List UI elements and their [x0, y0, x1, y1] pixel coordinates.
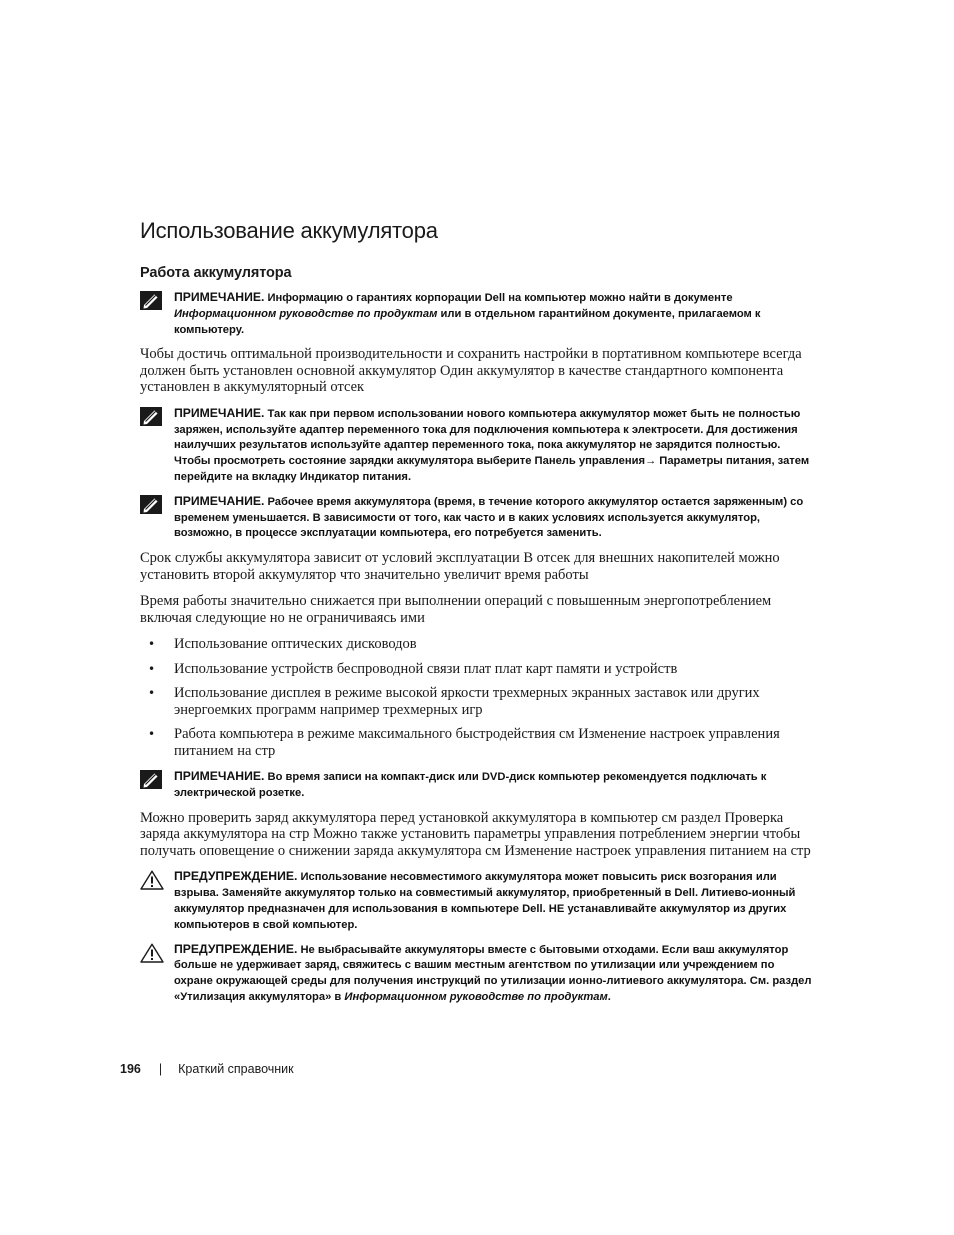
pencil-note-icon	[140, 290, 174, 315]
arrow-glyph: →	[645, 455, 657, 468]
pencil-note-icon	[140, 494, 174, 519]
warning-label: ПРЕДУПРЕЖДЕНИЕ.	[174, 869, 298, 884]
note-label: ПРИМЕЧАНИЕ.	[174, 405, 265, 420]
page-footer	[120, 1062, 294, 1076]
warning-2	[140, 942, 814, 1006]
warning-1	[140, 869, 814, 933]
warning-triangle-icon	[140, 942, 174, 968]
bullet-icon: •	[148, 661, 156, 676]
list-item: • Использование дисплея в режиме высокой яркости трехмерных экранных заставок или других энергоемких программ например трехмерных игр	[148, 685, 760, 718]
note-text: Во время записи на компакт-диск или DVD-диск компьютер рекомендуется подключать к электрической розетке.	[174, 771, 767, 800]
paragraph: Чобы достичь оптимальной производительности и сохранить настройки в портативном компьютере всегда должен быть установлен основной аккумулятор Один аккумулятор в качестве стандартного компонента установлен в аккумуляторный отсек	[140, 346, 802, 396]
note-label: ПРИМЕЧАНИЕ.	[174, 769, 265, 784]
warning-text: Использование несовместимого аккумулятора может повысить риск возгорания или взрыва. Заменяйте аккумулятор только на совместимый аккумулятор, приобретенный в Dell. Литиево-ионный аккумулятор предназначен для использования в компьютере Dell. НЕ устанавливайте аккумулятор из других компьютеров в свой компьютер.	[174, 871, 796, 931]
note-text: Параметры питания, затем перейдите на вкладку Индикатор питания.	[174, 455, 810, 484]
note-text: Рабочее время аккумулятора (время, в течение которого аккумулятор остается заряженным) со временем уменьшается. В зависимости от того, как часто и в каких условиях используется аккумулятор, возможно, в процессе эксплуатации компьютера, его потребуется заменить.	[174, 495, 804, 540]
warning-text-italic: Информационном руководстве по продуктам	[344, 990, 608, 1003]
pencil-note-icon	[140, 769, 174, 794]
page-number: 196	[120, 1062, 141, 1076]
warning-triangle-icon	[140, 869, 174, 895]
note-3	[140, 494, 814, 542]
note-2	[140, 406, 814, 486]
note-label: ПРИМЕЧАНИЕ.	[174, 290, 265, 304]
warning-label: ПРЕДУПРЕЖДЕНИЕ.	[174, 941, 298, 956]
list-item: • Работа компьютера в режиме максимального быстродействия см Изменение настроек управления питанием на стр	[148, 726, 780, 759]
bullet-icon: •	[148, 686, 156, 701]
note-4	[140, 769, 814, 802]
warning-text: .	[607, 990, 611, 1003]
paragraph: Время работы значительно снижается при выполнении операций с повышенным энергопотреблением включая следующие но не ограничиваясь ими	[140, 593, 772, 626]
section-title: Работа аккумулятора	[140, 265, 292, 281]
note-1	[140, 290, 814, 338]
list-item: • Использование оптических дисководов	[148, 636, 417, 653]
page-title: Использование аккумулятора	[140, 218, 438, 243]
footer-title: Краткий справочник	[178, 1062, 294, 1076]
paragraph: Срок службы аккумулятора зависит от условий эксплуатации В отсек для внешних накопителей можно установить второй аккумулятор что значительно увеличит время работы	[140, 550, 780, 583]
note-text: Информацию о гарантиях корпорации Dell на компьютер можно найти в документе	[267, 292, 733, 304]
note-label: ПРИМЕЧАНИЕ.	[174, 493, 265, 508]
document-page	[140, 218, 814, 1014]
bullet-icon: •	[148, 727, 156, 742]
paragraph: Можно проверить заряд аккумулятора перед установкой аккумулятора в компьютер см раздел Проверка заряда аккумулятора на стр Можно также установить параметры управления потреблением энергии чтобы получать оповещение о снижении заряда аккумулятора см Изменение настроек управления питанием на стр	[140, 809, 811, 859]
note-text: Так как при первом использовании нового компьютера аккумулятор может быть не полностью заряжен, используйте адаптер переменного тока для подключения компьютера к электросети. Для достижения наилучших результатов используйте адаптер переменного тока, пока аккумулятор не зарядится полностью. Чтобы просмотреть состояние зарядки аккумулятора выберите Панель управления	[174, 407, 801, 468]
note-text: или в отдельном гарантийном документе, прилагаемом к компьютеру.	[174, 307, 761, 336]
note-text-italic: Информационном руководстве по продуктам	[174, 307, 438, 320]
warning-text: Не выбрасывайте аккумуляторы вместе с бытовыми отходами. Если ваш аккумулятор больше не удерживает заряд, свяжитесь с вашим местным агентством по утилизации или учреждением по охране окружающей среды для получения инструкций по утилизации ионно-литиевого аккумулятора. См. раздел «Утилизация аккумулятора» в	[174, 943, 812, 1003]
footer-separator: |	[158, 1062, 163, 1076]
bullet-list	[140, 636, 814, 759]
bullet-icon: •	[148, 637, 156, 652]
pencil-note-icon	[140, 406, 174, 431]
list-item: • Использование устройств беспроводной связи плат плат карт памяти и устройств	[148, 660, 678, 677]
